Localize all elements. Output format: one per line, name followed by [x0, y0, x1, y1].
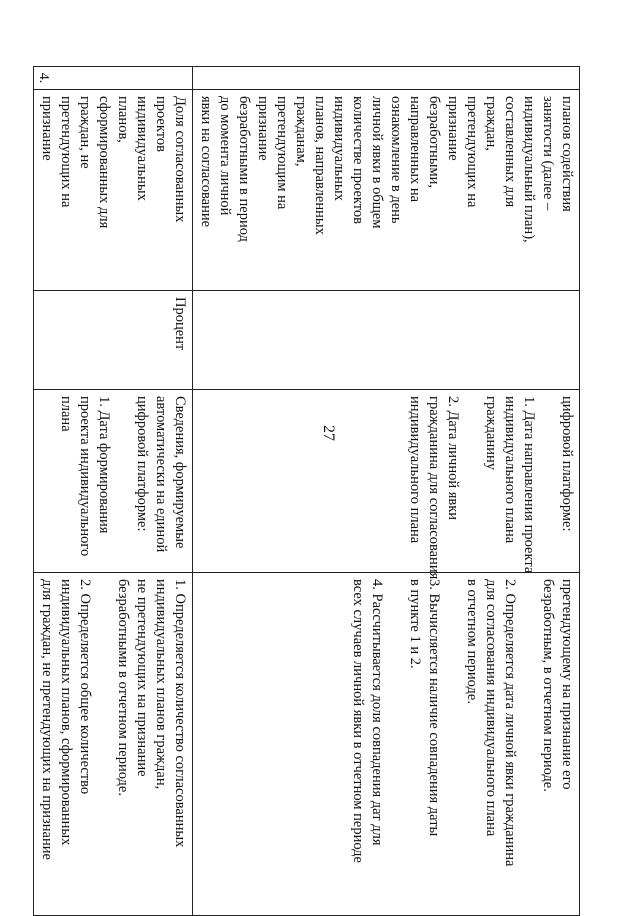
- text-line: занятости (далее –: [540, 96, 556, 211]
- text-line: претендующих на: [58, 96, 74, 208]
- text-line: [443, 579, 462, 909]
- row-number-cell: [193, 67, 580, 90]
- text-line: 1. Дата формирования: [96, 396, 112, 534]
- text-line: гражданам,: [293, 96, 309, 167]
- text-line: 2. Дата личной явки: [445, 396, 461, 521]
- text-line: индивидуального плана: [407, 396, 423, 544]
- text-line: явки на согласование: [198, 96, 214, 228]
- indicator-cell: [193, 90, 580, 291]
- text-line: граждан,: [483, 96, 499, 151]
- method-cell: [193, 573, 580, 916]
- source-cell: [34, 390, 193, 573]
- text-line: плана: [58, 396, 74, 432]
- text-line: цифровой платформе:: [134, 396, 150, 532]
- text-line: личной явки в общем: [369, 96, 385, 229]
- indicator-cell: [34, 90, 193, 291]
- text-line: индивидуальных планов, сформированных: [58, 579, 74, 846]
- text-line: безработным, в отчетном периоде.: [540, 579, 556, 792]
- text-line: 1. Определяется количество согласованных: [172, 579, 188, 848]
- text-line: [113, 396, 132, 566]
- text-line: признание: [445, 96, 461, 161]
- text-line: признание: [255, 96, 271, 161]
- unit-cell: Процент: [34, 291, 193, 390]
- text-line: сформированных для: [96, 96, 112, 229]
- text-line: планов, направленных: [312, 96, 328, 235]
- text-line: [94, 579, 113, 909]
- indicators-table: [33, 66, 580, 916]
- method-cell: [34, 573, 193, 916]
- text-line: не претендующих на признание: [134, 579, 150, 777]
- text-line: проектов: [153, 96, 169, 152]
- row-number-cell: 4.: [34, 67, 193, 90]
- text-line: планов,: [115, 96, 131, 143]
- text-line: 4. Рассчитывается доля совпадения дат для: [369, 579, 385, 846]
- unit-cell: [193, 291, 580, 390]
- text-line: цифровой платформе:: [559, 396, 575, 532]
- text-line: граждан, не: [77, 96, 93, 169]
- text-line: безработными в период: [236, 96, 252, 242]
- text-line: претендующим на: [274, 96, 290, 210]
- text-line: до момента личной: [217, 96, 233, 216]
- source-cell: [193, 390, 580, 580]
- text-line: гражданину: [483, 396, 499, 470]
- text-line: для граждан, не претендующих на признание: [39, 579, 55, 860]
- text-line: 2. Определяется дата личной явки гражданина: [502, 579, 518, 867]
- text-line: Доля согласованных: [172, 96, 188, 223]
- text-line: в пункте 1 и 2.: [407, 579, 423, 669]
- text-line: [386, 579, 405, 909]
- text-line: индивидуального плана: [502, 396, 518, 544]
- text-line: индивидуальных: [134, 96, 150, 201]
- text-line: проекта индивидуального: [77, 396, 93, 557]
- text-line: направленных на: [407, 96, 423, 203]
- text-line: гражданина для согласования: [426, 396, 442, 580]
- text-line: безработными,: [426, 96, 442, 189]
- text-line: 1. Дата направления проекта: [521, 396, 537, 574]
- text-line: в отчетном периоде.: [464, 579, 480, 704]
- text-line: составленных для: [502, 96, 518, 208]
- text-line: для согласования индивидуального плана: [483, 579, 499, 837]
- text-line: ознакомление в день: [388, 96, 404, 224]
- text-line: [538, 396, 557, 566]
- text-line: претендующему на признание его: [559, 579, 575, 790]
- text-line: автоматически на единой: [153, 396, 169, 553]
- text-line: безработными в отчетном периоде.: [115, 579, 131, 796]
- text-line: [462, 396, 481, 566]
- text-line: [519, 579, 538, 909]
- text-line: индивидуальный план),: [521, 96, 537, 243]
- text-line: планов содействия: [559, 96, 575, 212]
- text-line: признание: [39, 96, 55, 161]
- text-line: Сведения, формируемые: [172, 396, 188, 549]
- text-line: всех случаев личной явки в отчетном периоде: [350, 579, 366, 863]
- text-line: 2. Определяется общее количество: [77, 579, 93, 795]
- table-row: [34, 67, 193, 916]
- text-line: 3. Вычисляется наличие совпадения даты: [426, 579, 442, 837]
- text-line: индивидуальных планов граждан,: [153, 579, 169, 790]
- page-number: 27: [320, 425, 337, 441]
- text-line: количестве проектов: [350, 96, 366, 225]
- table-row: [193, 67, 580, 916]
- rotated-table-container: [36, 66, 580, 867]
- text-line: претендующих на: [464, 96, 480, 208]
- text-line: индивидуальных: [331, 96, 347, 201]
